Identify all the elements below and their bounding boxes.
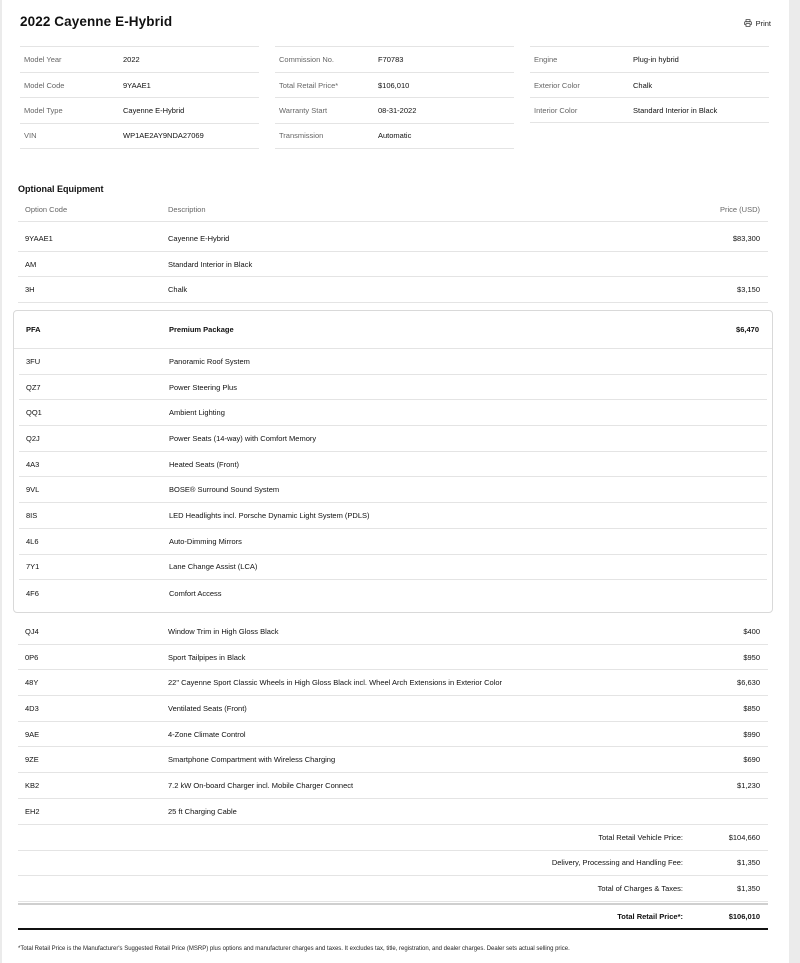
spec-label: Engine <box>534 54 558 64</box>
vehicle-specs <box>20 46 771 150</box>
spec-label: Model Type <box>24 106 63 116</box>
printer-icon <box>744 19 752 27</box>
table-row <box>18 773 768 799</box>
table-row <box>19 452 767 478</box>
print-button[interactable] <box>744 17 771 29</box>
optional-equipment-title: Optional Equipment <box>18 184 104 194</box>
final-total-label: Total Retail Price*: <box>617 911 683 921</box>
table-row <box>19 426 767 452</box>
option-description: Standard Interior in Black <box>168 259 253 269</box>
option-description: Ventilated Seats (Front) <box>168 703 247 713</box>
column-header-code: Option Code <box>25 205 68 214</box>
spec-row <box>20 46 259 72</box>
spec-row <box>530 97 769 123</box>
option-code: 4F6 <box>26 588 39 598</box>
spec-value: 08-31-2022 <box>378 106 417 116</box>
header <box>20 0 771 46</box>
option-description: 25 ft Charging Cable <box>168 806 237 816</box>
option-description: BOSE® Surround Sound System <box>169 485 280 495</box>
option-description: Comfort Access <box>169 588 222 598</box>
options-list-bottom <box>18 619 768 825</box>
table-row <box>18 799 768 825</box>
spec-column <box>20 46 259 149</box>
table-row <box>19 580 767 606</box>
table-row <box>18 277 768 303</box>
column-header-description: Description <box>168 205 206 214</box>
spec-value: $106,010 <box>378 80 410 90</box>
total-value: $1,350 <box>737 883 760 893</box>
option-code: Q2J <box>26 433 40 443</box>
options-list-top <box>18 226 768 303</box>
spec-value: 9YAAE1 <box>123 80 151 90</box>
totals <box>18 825 768 930</box>
table-row <box>19 375 767 401</box>
table-row <box>18 670 768 696</box>
option-code: QJ4 <box>25 626 39 636</box>
option-price: $690 <box>743 755 760 765</box>
table-row <box>18 645 768 671</box>
total-row <box>18 851 768 877</box>
spec-value: WP1AE2AY9NDA27069 <box>123 131 204 141</box>
table-row <box>18 722 768 748</box>
spec-value: F70783 <box>378 54 404 64</box>
spec-row <box>20 97 259 123</box>
column-header-price: Price (USD) <box>719 205 760 214</box>
option-description: Power Steering Plus <box>169 382 237 392</box>
footnote: *Total Retail Price is the Manufacturer's Suggested Retail Price (MSRP) plus options and manufacturer charges and taxes. It excludes tax, title, registration, and dealer charges. Dealer sets actual selling price. <box>18 946 570 952</box>
option-code: 7Y1 <box>26 562 40 572</box>
spec-label: Model Code <box>24 80 65 90</box>
spec-label: VIN <box>24 131 37 141</box>
option-code: KB2 <box>25 780 40 790</box>
option-code: 9VL <box>26 485 40 495</box>
option-description: Window Trim in High Gloss Black <box>168 626 279 636</box>
total-label: Total Retail Vehicle Price: <box>598 832 683 842</box>
spec-value: Chalk <box>633 80 653 90</box>
option-description: Heated Seats (Front) <box>169 459 240 469</box>
option-code: 4L6 <box>26 536 39 546</box>
option-code: 4D3 <box>25 703 39 713</box>
spec-value: 2022 <box>123 54 140 64</box>
table-row <box>19 529 767 555</box>
spec-row <box>275 97 514 123</box>
option-description: Chalk <box>168 285 188 295</box>
option-description: Lane Change Assist (LCA) <box>169 562 258 572</box>
total-value: $1,350 <box>737 858 760 868</box>
premium-package-group <box>13 310 773 613</box>
spec-row <box>275 72 514 98</box>
table-row <box>19 400 767 426</box>
option-price: $3,150 <box>737 285 760 295</box>
option-code: 9AE <box>25 729 40 739</box>
final-total-row <box>18 903 768 930</box>
spec-value: Standard Interior in Black <box>633 105 718 115</box>
table-row <box>18 619 768 645</box>
package-price: $6,470 <box>736 325 759 334</box>
option-price: $400 <box>743 626 760 636</box>
spec-row <box>20 123 259 149</box>
option-code: 9ZE <box>25 755 39 765</box>
option-code: AM <box>25 259 37 269</box>
spec-value: Plug-in hybrid <box>633 54 679 64</box>
option-price: $6,630 <box>737 678 760 688</box>
option-price: $850 <box>743 703 760 713</box>
option-code: 3H <box>25 285 35 295</box>
spec-label: Warranty Start <box>279 106 328 116</box>
spec-label: Commission No. <box>279 54 335 64</box>
option-price: $83,300 <box>732 233 760 243</box>
option-description: Smartphone Compartment with Wireless Charging <box>168 755 336 765</box>
option-description: Panoramic Roof System <box>169 356 250 366</box>
option-description: Cayenne E-Hybrid <box>168 233 230 243</box>
option-description: Sport Tailpipes in Black <box>168 652 246 662</box>
table-row <box>19 503 767 529</box>
total-row <box>18 876 768 902</box>
option-code: 0P6 <box>25 652 39 662</box>
spec-column <box>275 46 514 149</box>
options-table-header <box>18 198 768 222</box>
spec-row <box>530 72 769 98</box>
table-row <box>18 696 768 722</box>
option-description: 7.2 kW On-board Charger incl. Mobile Charger Connect <box>168 780 354 790</box>
option-description: 4-Zone Climate Control <box>168 729 246 739</box>
option-code: 48Y <box>25 678 39 688</box>
page-title: 2022 Cayenne E-Hybrid <box>20 14 173 29</box>
spec-row <box>275 46 514 72</box>
option-price: $1,230 <box>737 780 760 790</box>
total-value: $104,660 <box>728 832 760 842</box>
spec-label: Interior Color <box>534 105 578 115</box>
print-label: Print <box>755 18 771 28</box>
option-description: Power Seats (14-way) with Comfort Memory <box>169 433 317 443</box>
option-description: Auto-Dimming Mirrors <box>169 536 242 546</box>
spec-label: Transmission <box>279 131 324 141</box>
package-items <box>14 349 772 606</box>
package-header-row <box>14 311 772 349</box>
table-row <box>18 747 768 773</box>
option-code: EH2 <box>25 806 40 816</box>
option-code: 9YAAE1 <box>25 233 53 243</box>
option-code: 4A3 <box>26 459 40 469</box>
option-code: 8IS <box>26 510 38 520</box>
spec-label: Exterior Color <box>534 80 580 90</box>
package-description: Premium Package <box>169 325 234 334</box>
final-total-value: $106,010 <box>728 911 760 921</box>
table-row <box>19 477 767 503</box>
option-code: 3FU <box>26 356 41 366</box>
option-description: 22" Cayenne Sport Classic Wheels in High Gloss Black incl. Wheel Arch Extensions in Exterior Color <box>168 678 503 688</box>
package-code: PFA <box>26 325 41 334</box>
table-row <box>18 252 768 278</box>
total-label: Total of Charges & Taxes: <box>597 883 683 893</box>
option-description: LED Headlights incl. Porsche Dynamic Light System (PDLS) <box>169 510 370 520</box>
option-description: Ambient Lighting <box>169 408 225 418</box>
spec-label: Model Year <box>24 54 62 64</box>
option-price: $950 <box>743 652 760 662</box>
total-label: Delivery, Processing and Handling Fee: <box>551 858 683 868</box>
spec-column <box>530 46 769 123</box>
spec-row <box>530 46 769 72</box>
total-row <box>18 825 768 851</box>
table-row <box>18 226 768 252</box>
option-code: QQ1 <box>26 408 42 418</box>
spec-value: Cayenne E-Hybrid <box>123 106 185 116</box>
spec-row <box>20 72 259 98</box>
table-row <box>19 349 767 375</box>
spec-row <box>275 123 514 149</box>
option-code: QZ7 <box>26 382 41 392</box>
table-row <box>19 555 767 581</box>
spec-value: Automatic <box>378 131 412 141</box>
spec-label: Total Retail Price* <box>279 80 339 90</box>
option-price: $990 <box>743 729 760 739</box>
